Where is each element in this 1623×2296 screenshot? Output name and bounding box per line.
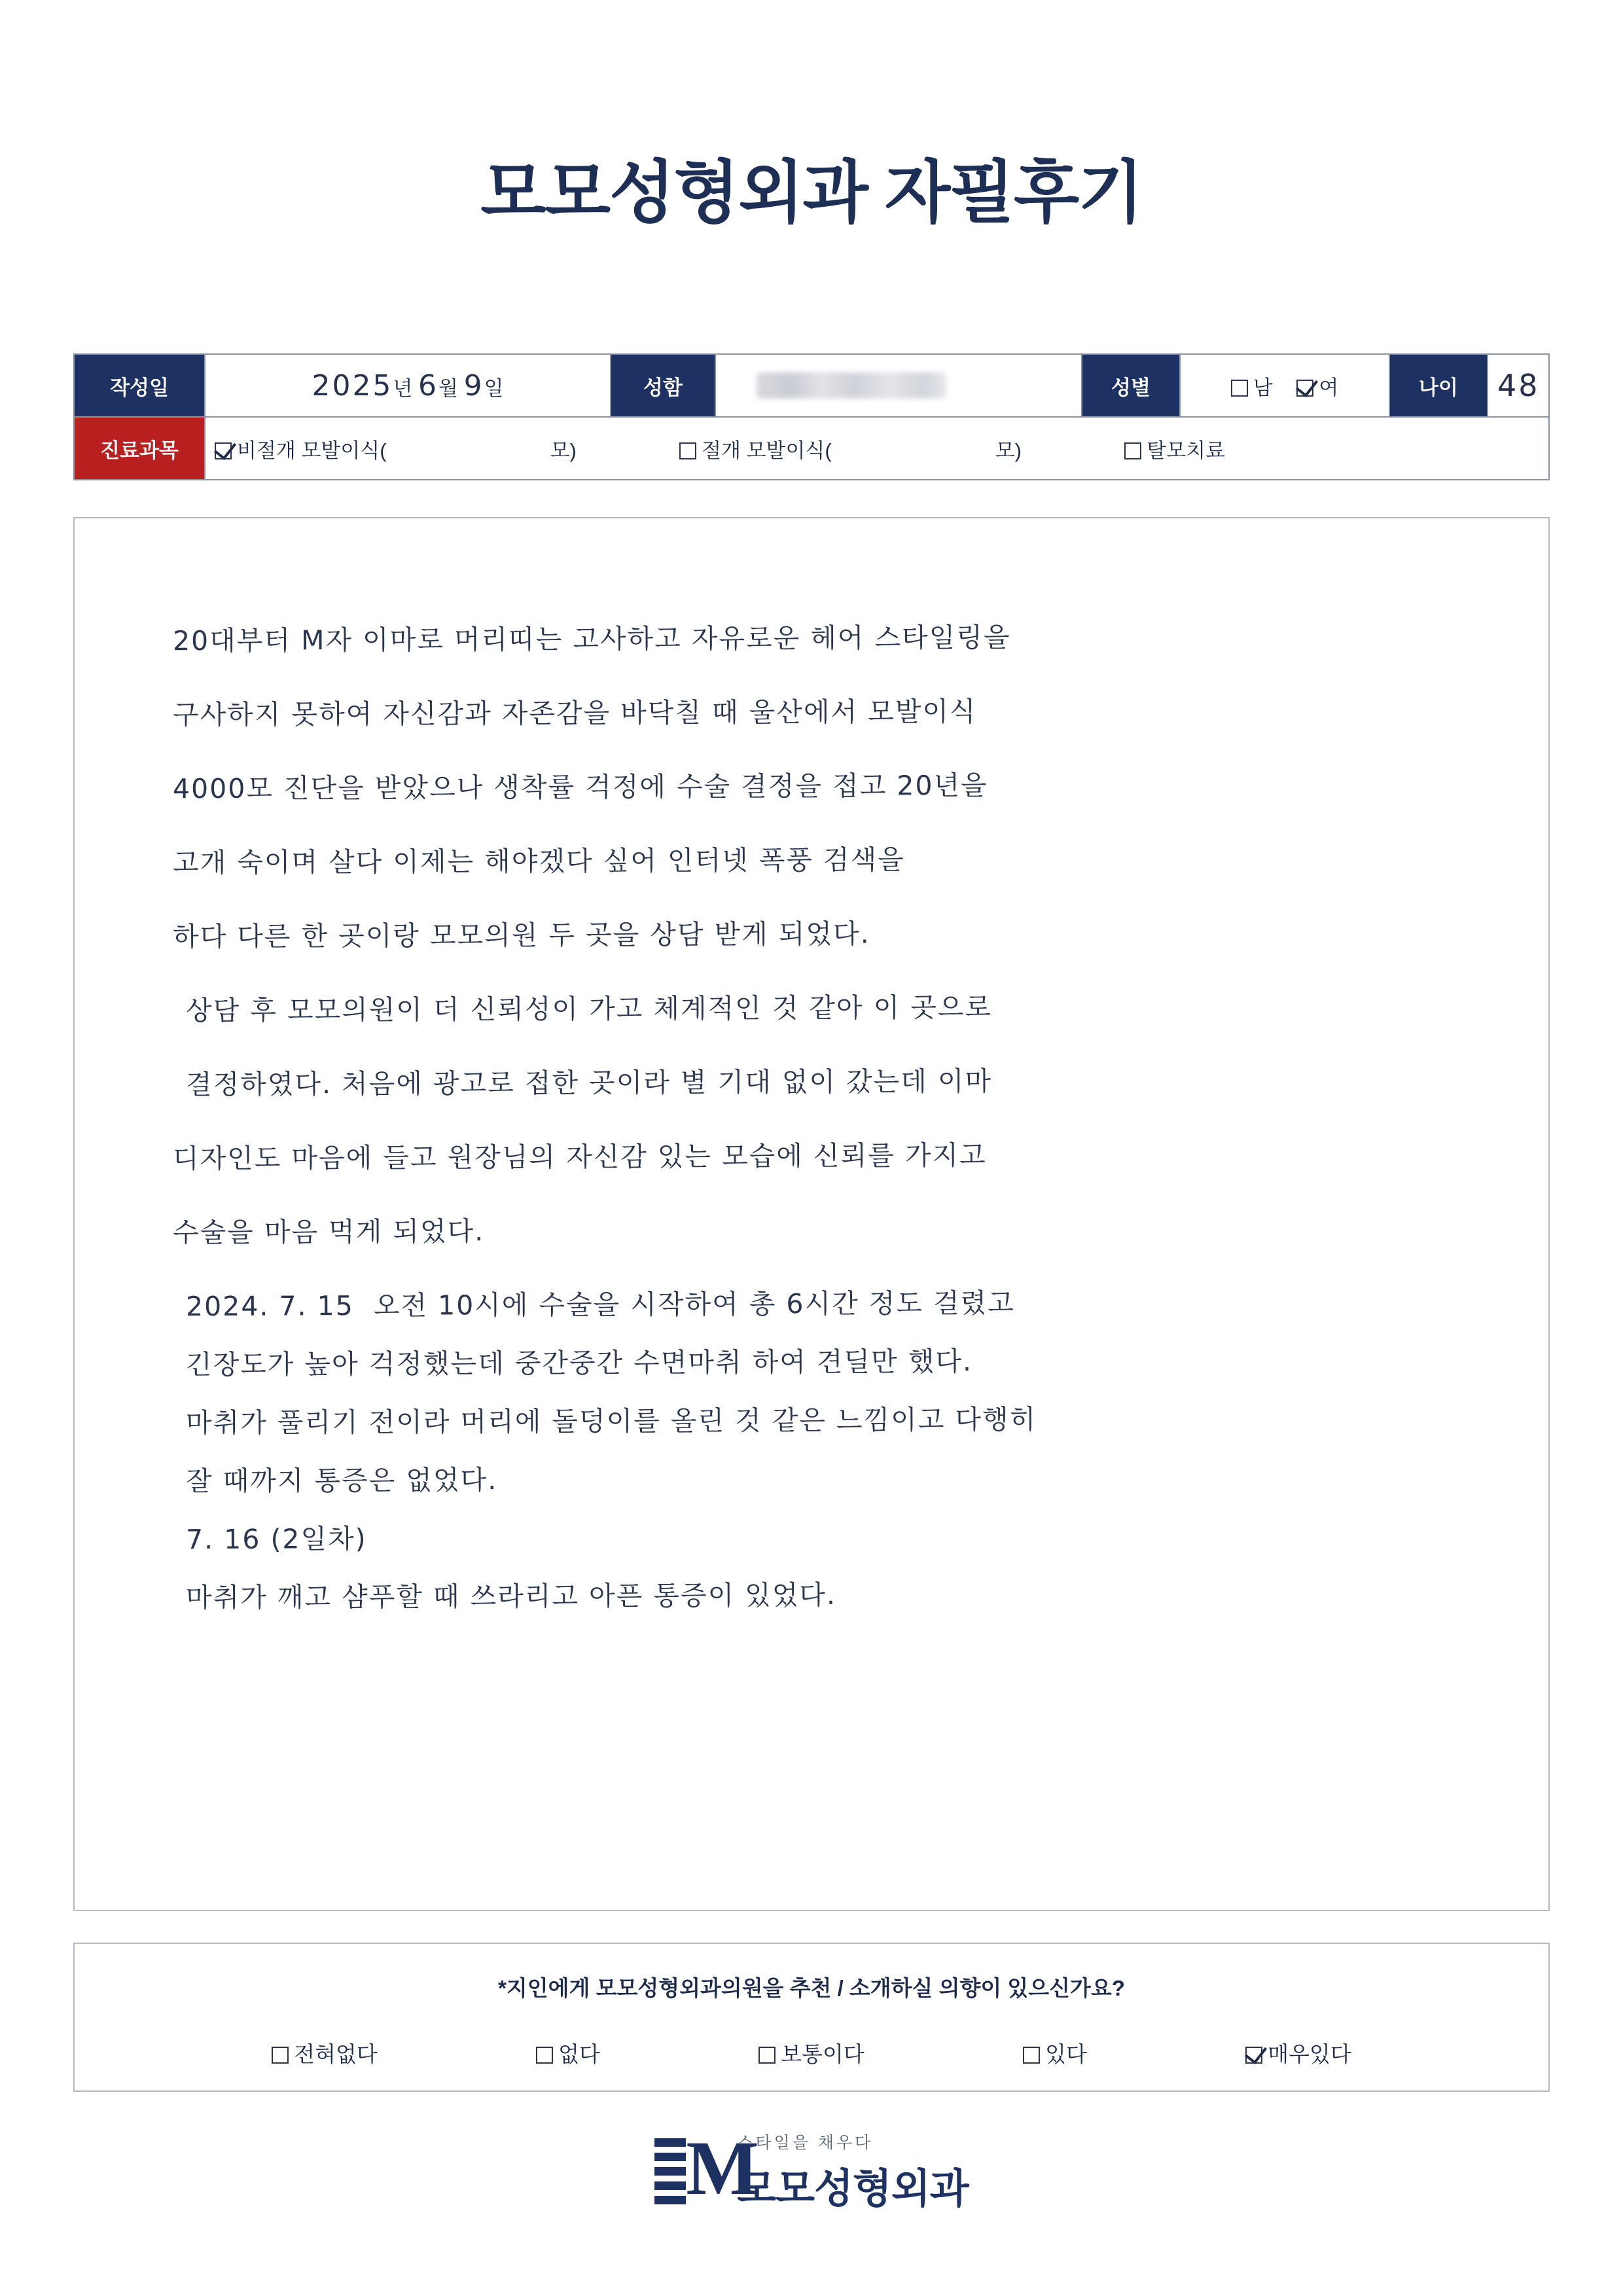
survey-option-1[interactable] — [536, 2037, 600, 2068]
procedure-label-nonincision: 비절개 모발이식( — [237, 439, 387, 462]
checkbox-icon[interactable] — [1124, 442, 1141, 459]
review-line: 디자인도 마음에 들고 원장님의 자신감 있는 모습에 신뢰를 가지고 — [172, 1139, 987, 1175]
age-value: 48 — [1497, 368, 1540, 403]
clinic-logo — [73, 2125, 1550, 2214]
dept-label: 진료과목 — [74, 417, 205, 480]
patient-info-table — [73, 353, 1550, 480]
date-month-value: 6 — [418, 368, 439, 403]
date-day-value: 9 — [463, 368, 484, 403]
checkbox-icon[interactable] — [679, 442, 696, 459]
review-line: 수술을 마음 먹게 되었다. — [172, 1215, 485, 1249]
review-line: 하다 다른 한 곳이랑 모모의원 두 곳을 상담 받게 되었다. — [172, 918, 870, 953]
name-redacted — [757, 372, 946, 399]
review-line: 20대부터 M자 이마로 머리띠는 고사하고 자유로운 헤어 스타일링을 — [172, 621, 1011, 657]
review-line: 잘 때까지 통증은 없었다. — [185, 1464, 498, 1498]
review-line: 구사하지 못하여 자신감과 자존감을 바닥칠 때 울산에서 모발이식 — [172, 695, 977, 731]
survey-question: *지인에게 모모성형외과의원을 추천 / 소개하실 의향이 있으신가요? — [498, 1976, 1125, 2000]
survey-option-4[interactable] — [1245, 2037, 1351, 2068]
logo-bars-icon — [654, 2138, 686, 2206]
review-line: 4000모 진단을 받았으나 생착률 걱정에 수술 결정을 접고 20년을 — [172, 769, 988, 805]
procedure-options — [205, 417, 1549, 480]
sex-label: 성별 — [1082, 354, 1180, 417]
checkbox-checked-icon[interactable] — [1245, 2047, 1262, 2064]
survey-option-3[interactable] — [1023, 2037, 1087, 2068]
survey-option-label: 있다 — [1045, 2042, 1087, 2066]
survey-option-label: 보통이다 — [781, 2042, 865, 2066]
procedure-label-treatment: 탈모치료 — [1147, 439, 1226, 462]
page-title: 모모성형외과 자필후기 — [480, 155, 1143, 231]
info-row-bottom — [74, 417, 1549, 480]
date-month-unit: 월 — [438, 376, 458, 400]
review-line: 마취가 풀리기 전이라 머리에 돌덩이를 올린 것 같은 느낌이고 다행히 — [185, 1403, 1037, 1439]
survey-option-0[interactable] — [272, 2037, 378, 2068]
procedure-option-incision[interactable] — [679, 434, 1022, 463]
procedure-label-incision: 절개 모발이식( — [702, 439, 832, 462]
checkbox-icon[interactable] — [1231, 380, 1248, 397]
review-line: 고개 숙이며 살다 이제는 해야겠다 싶어 인터넷 폭풍 검색을 — [172, 844, 905, 879]
procedure-unit-incision: 모) — [995, 439, 1022, 462]
logo-text — [737, 2130, 968, 2214]
sex-option-male[interactable] — [1231, 376, 1273, 399]
checkbox-checked-icon[interactable] — [1296, 380, 1313, 397]
date-label: 작성일 — [74, 354, 205, 417]
checkbox-checked-icon[interactable] — [215, 442, 232, 459]
date-value-cell — [205, 354, 611, 417]
procedure-option-nonincision[interactable] — [215, 434, 577, 463]
procedure-option-treatment[interactable] — [1124, 434, 1225, 463]
logo-letter: M — [686, 2125, 759, 2211]
checkbox-icon[interactable] — [272, 2047, 289, 2064]
review-line: 7. 16 (2일차) — [185, 1522, 367, 1556]
sex-options — [1180, 354, 1389, 417]
checkbox-icon[interactable] — [758, 2047, 776, 2064]
age-value-cell — [1488, 354, 1549, 417]
date-day-unit: 일 — [484, 376, 504, 400]
sex-male-label: 남 — [1253, 376, 1273, 399]
logo-tagline: 스타일을 채우다 — [737, 2134, 874, 2152]
date-year-unit: 년 — [393, 376, 413, 400]
review-line: 결정하였다. 처음에 광고로 접한 곳이라 별 기대 없이 갔는데 이마 — [185, 1065, 993, 1101]
survey-option-list — [75, 2037, 1548, 2068]
procedure-unit-nonincision: 모) — [550, 439, 577, 462]
sex-female-label: 여 — [1319, 376, 1339, 399]
survey-option-label: 전혀없다 — [294, 2042, 378, 2066]
checkbox-icon[interactable] — [536, 2047, 553, 2064]
review-line: 상담 후 모모의원이 더 신뢰성이 가고 체계적인 것 같아 이 곳으로 — [185, 991, 993, 1027]
age-label: 나이 — [1389, 354, 1488, 417]
survey-option-label: 매우있다 — [1268, 2042, 1351, 2066]
handwritten-review-area — [73, 517, 1550, 1911]
name-value-cell — [715, 354, 1082, 417]
date-year-value: 2025 — [312, 368, 393, 403]
name-label: 성함 — [611, 354, 715, 417]
recommendation-survey — [73, 1943, 1550, 2092]
review-line: 긴장도가 높아 걱정했는데 중간중간 수면마취 하여 견딜만 했다. — [185, 1345, 973, 1381]
sex-option-female[interactable] — [1296, 376, 1338, 399]
logo-mark-icon — [654, 2125, 759, 2211]
info-row-top — [74, 354, 1549, 417]
review-line: 2024. 7. 15 오전 10시에 수술을 시작하여 총 6시간 정도 걸렸고 — [185, 1287, 1015, 1323]
survey-option-2[interactable] — [758, 2037, 865, 2068]
logo-name: 모모성형외과 — [737, 2166, 969, 2212]
checkbox-icon[interactable] — [1023, 2047, 1040, 2064]
survey-option-label: 없다 — [558, 2042, 600, 2066]
review-line: 마취가 깨고 샴푸할 때 쓰라리고 아픈 통증이 있었다. — [185, 1579, 837, 1614]
